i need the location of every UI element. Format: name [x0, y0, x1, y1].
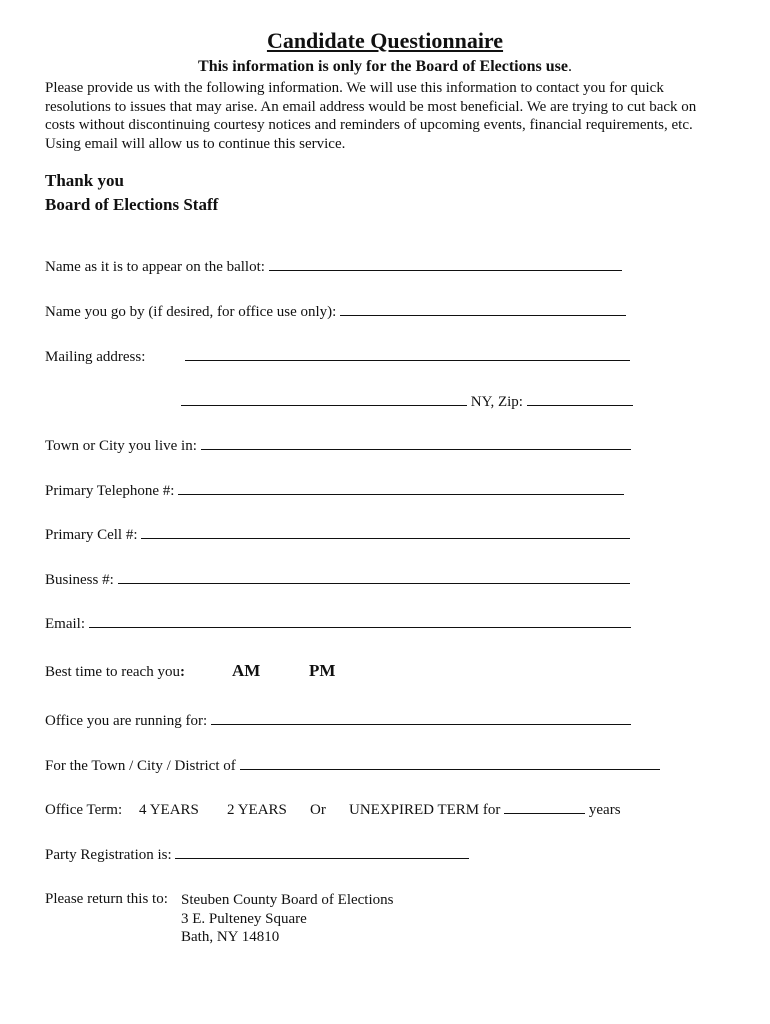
unexpired-years-field[interactable] [504, 813, 585, 814]
return-label: Please return this to: [45, 891, 168, 907]
primary-cell-row [45, 527, 630, 544]
best-time-colon: : [179, 664, 185, 680]
ballot-name-label: Name as it is to appear on the ballot: [45, 259, 265, 275]
signoff [45, 169, 218, 217]
subtitle-bold-text: This information is only for the Board of Elections use [198, 58, 568, 75]
business-label: Business #: [45, 572, 114, 588]
intro-line: resolutions to issues that may arise. An email address would be most beneficial. We are trying to cut back on [45, 98, 697, 115]
intro-line: costs without discontinuing courtesy notices and reminders of upcoming events, financial requirements, etc. [45, 117, 693, 133]
subtitle-period: . [567, 58, 572, 75]
ballot-name-row [45, 259, 622, 276]
mailing-address-field[interactable] [185, 360, 630, 361]
primary-phone-row [45, 483, 624, 500]
nickname-label: Name you go by (if desired, for office use only): [45, 304, 337, 320]
ny-zip-label: NY, Zip: [470, 394, 523, 410]
office-running-field[interactable] [211, 724, 631, 725]
ballot-name-field[interactable] [269, 270, 622, 271]
am-option[interactable]: AM [232, 661, 261, 680]
party-row [45, 847, 469, 864]
party-field[interactable] [175, 858, 469, 859]
page-subtitle [0, 58, 770, 76]
term-or-text: Or [310, 802, 326, 818]
return-address-line2: 3 E. Pulteney Square [181, 910, 307, 927]
return-address [181, 891, 393, 947]
intro-line: Please provide us with the following information. We will use this information to contact you for quick [45, 80, 664, 96]
return-address-line3: Bath, NY 14810 [181, 929, 280, 945]
business-field[interactable] [118, 583, 630, 584]
office-running-row [45, 713, 631, 730]
town-city-row [45, 438, 631, 455]
district-field[interactable] [240, 769, 660, 770]
primary-cell-field[interactable] [141, 538, 630, 539]
party-label: Party Registration is: [45, 847, 172, 863]
best-time-row [45, 664, 185, 681]
term-2-years-option[interactable]: 2 YEARS [227, 802, 287, 818]
email-row [45, 616, 631, 633]
district-row [45, 758, 660, 775]
intro-paragraph [45, 79, 725, 153]
years-label: years [588, 802, 621, 818]
mailing-address-line1 [185, 349, 630, 366]
primary-cell-label: Primary Cell #: [45, 527, 138, 543]
nickname-field[interactable] [340, 315, 626, 316]
pm-option[interactable]: PM [309, 661, 336, 680]
unexpired-term-label: UNEXPIRED TERM for [349, 802, 501, 818]
term-4-years-option[interactable]: 4 YEARS [139, 802, 199, 818]
intro-line: Using email will allow us to continue this service. [45, 135, 346, 152]
office-term-label: Office Term: [45, 802, 123, 818]
signoff-staff: Board of Elections Staff [45, 195, 219, 214]
best-time-label: Best time to reach you [45, 664, 180, 680]
return-address-line1: Steuben County Board of Elections [181, 892, 394, 908]
email-label: Email: [45, 616, 85, 632]
office-running-label: Office you are running for: [45, 713, 208, 729]
page-title: Candidate Questionnaire [266, 28, 504, 53]
primary-phone-label: Primary Telephone #: [45, 483, 175, 499]
business-row [45, 572, 630, 589]
signoff-thank-you: Thank you [45, 171, 124, 190]
town-city-field[interactable] [201, 449, 631, 450]
nickname-row [45, 304, 626, 321]
mailing-address-line2 [181, 394, 633, 411]
town-city-label: Town or City you live in: [45, 438, 197, 454]
email-field[interactable] [89, 627, 631, 628]
zip-field[interactable] [527, 405, 633, 406]
mailing-address-field-2[interactable] [181, 405, 467, 406]
unexpired-term-row [349, 802, 621, 819]
mailing-address-row [45, 349, 145, 366]
mailing-address-label: Mailing address: [45, 349, 146, 365]
district-label: For the Town / City / District of [45, 758, 236, 774]
primary-phone-field[interactable] [178, 494, 624, 495]
